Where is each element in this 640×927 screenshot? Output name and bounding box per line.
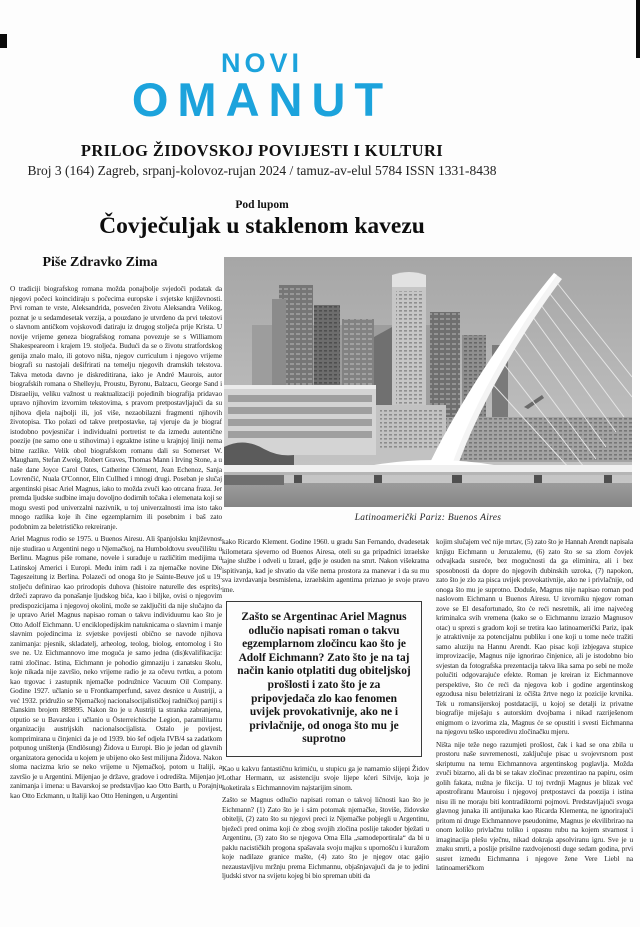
byline: Piše Zdravko Zima: [42, 255, 158, 270]
article-figure: [224, 257, 632, 523]
issue-line: Broj 3 (164) Zagreb, srpanj-kolovoz-rujan 2024 / tamuz-av-elul 5784 ISSN 1331-8438: [27, 163, 497, 178]
section-label: Pod lupom: [235, 199, 289, 211]
paragraph: Ništa nije teže nego razumjeti prošlost, čak i kad se ona zbila u prostoru naše suvremenosti, zaključuje pisac u svojevrsnom post skriptumu na temu Eichmannova argentinskog poglavlja. Možda zvuči bizarno, ali da bi se takav zločinac prezentirao na papiru, osim golih fakata, nužna je fikcija. U toj tvrdnji Magnus je blizak već apostrofiranu Mauroisu i njegovoj pretpostavci da poezija i istina nisu ili ne moraju biti kontradiktorni pojmovi. Predstavljajući svoga glavnog junaka ili antijunaka kao Ricarda Klementa, ne ignorirajući pritom ni druge Eichmannove pseudonime, Magnus je ekvilibrirao na onom koliko privlačnu toliko i opasnu rubu na kojem stvarnost i imaginacija plešu vječnu, nikad dokraja apsolviranu igru. Sve je u znaku smrti, a poslije prisilne razdvojenosti duge sedam godina, prvi susret između Eichmanna i njegove žene Vere Liebl na latinoameričkom: [436, 739, 633, 872]
pull-quote: Zašto se Argentinac Ariel Magnus odlučio napisati roman o takvu egzemplarnom zločincu kao što je Adolf Eichmann? Zato što je na taj način kanio otplatiti dug obiteljskoj prošlosti i zato što je za pripovjedača zlo kao fenomen uvijek provokativnije, ako ne i privlačnije, od onoga što mu je suprotno: [226, 601, 422, 757]
paragraph: kako Ricardo Klement. Godine 1960. u gradu San Fernando, dvadesetak kilometara sjeverno od Buenos Airesa, oteli su ga pripadnici izraelske tajne službe i odveli u Izrael, gdje je osuđen na smrt. Nakon višekratna ispitivanja, kad je shvatio da više nema prostora za manevar i da su mu sva izvrdavanja besmislena, izraelskim agentima priznao je svoje pravo ime.: [222, 537, 429, 594]
paragraph: Kao u kakvu fantastičnu krimiću, u stupicu ga je namamio slijepi Židov Lothar Hermann, uz asistenciju svoje lijepe kćeri Silvije, koja je koketirala s Eichmannovim najstarijim sinom.: [222, 763, 429, 792]
article-photo-buenos-aires: [224, 257, 632, 507]
body-column-1: [10, 284, 222, 884]
figure-caption: Latinoamerički Pariz: Buenos Aires: [354, 513, 502, 523]
paragraph: O tradiciji biografskog romana možda ponajbolje svjedoči podatak da njegovi počeci koincidiraju s počecima europske i svjetske književnosti. Prvi roman te vrste, Aleksandrida, posvećen životu Aleksandra Velikog, poznat je u sedamdesetak verzija, a pouzdano je utvrđeno da prvi tekstovi o slavnom antičkom vojskovođi datiraju iz drugog stoljeća prije Krista. U novije vrijeme geneza biografskog romana povezuje se s Williamom Shakespeareom i krajem 19. stoljeća. Budući da se o životu stratfordskog genija znalo malo, ili gotovo ništa, njegov curriculum i njegovo vrijeme biografi su nastojali dešifrirati na temelju njegovih dramskih tekstova. Takva metoda davno je diskreditirana, iako je André Maurois, autor biografskih romana o Shelleyju, Proustu, Byronu, Balzacu, George Sand i Disraeliju, veliku važnost u reaktualizaciji pojedinih biografija pridavao upravo njihovim izvornim tekstovima, s pravom pretpostavljajući da su njihova djela najbolji ili, još više, nezaobilazni fragmenti njihovih životopisa. Tko polazi od takve pretpostavke, taj vjeruje da je biograf istodobno povjesničar i individualni portretist te da između autentične poezije (ne samo one u stihovima) i egzaktne istine u krajnjoj liniji nema bitne razlike. Velik obol biografskom romanu dali su Somerset W. Maugham, Stefan Zweig, Robert Graves, Thomas Mann i Irving Stone, a u naše dane Joyce Carol Oates, Catherine Clément, Jean Echenoz, Sanja Lovrenčić, Nuala O'Connor, Elin Cullhed i mnogi drugi. Poseban je slučaj argentinski pisac Ariel Magnus, iako to možda zvuči kao otrcana fraza. Jer premda ljudske sudbine imaju dovoljno dodirnih točaka i elemenata koji se mogu svesti pod univerzalni nazivnik, u toj univerzalnosti ima isto tako mnogo razlika koje ih čine egzemplarnim ili posebnim i baš zato podobnim za beletrističko rekreiranje.: [10, 284, 222, 531]
paragraph: Zašto se Magnus odlučio napisati roman o takvoj ličnosti kao što je Eichmann? (1) Zato što je i sám potomak njemačke, štoviše, židovske obitelji, (2) zato što su njegovi preci iz Njemačke pobjegli u Argentinu, bježeći pred onima koji će zbog svojih zločina poslije također bježati u Argentinu, (3) zato što se njegova Oma Ella „samodeportirala“ da bi u paklu nacističkih progona spašavala svoju majku s upornošću i kuražom koje nadilaze granice mašte, (4) zato što je njegov otac gajio nezaustavljivu mržnju prema Eichmannu, objašnjavajući da je to jedini ljudski stvor na svijetu kojeg bi bio spreman ubiti da: [222, 795, 429, 881]
masthead-subtitle: PRILOG ŽIDOVSKOJ POVIJESTI I KULTURI: [80, 141, 444, 160]
masthead-pretitle: NOVI: [220, 48, 303, 78]
scan-artifact-right: [636, 0, 640, 58]
paragraph: Ariel Magnus rodio se 1975. u Buenos Airesu. Ali španjolsku književnost nije studirao u Argentini nego u Njemačkoj, na Humboldtovu sveučilištu u Berlinu. Magnus piše romane, novele i surađuje u različitim medijima u Latinskoj Americi i Europi. Među inim radi i za njemačke novine Die Tageszeitung iz Berlina. Polazeći od onoga što je Sainte-Beuve još u 19. stoljeću definirao kao prirodopis duhova (histoire naturelle des esprits), držeći zapravo da ponašanje ljudskog bića, kao i biljke, ovisi o njegovim predispozicijama i njegovoj okolini, može se zaključiti da nije slučajno da je upravo Ariel Magnus napisao roman o takvu individuumu kao što je Otto Adolf Eichmann. U enciklopedijskim natuknicama o slavnim i manje slavnim pojedincima iz svjetske povijesti obično se navode njihova zanimanja: pjesnik, skladatelj, arheolog, teolog, biolog, entomolog i što sve ne. Uz Eichmannovo ime moguća je samo jedna (dis)kvalifikacija: ratni zločinac. Istina, Eichmann je pohodio gimnaziju i zanatsku školu, koje nikada nije završio, neko vrijeme radio je za očevu tvrtku, a potom kao trgovac i zastupnik njemačke podružnice Vacuum Oil Company. Godine 1927. učlanio se u Frontkamperfund, savez desnice u Austriji, a već 1932. pridružio se Njemačkoj nacionalsocijalističkoj radničkoj partiji s članskim brojem 889895. Nakon što je u Austriji ta stranka zabranjena, otputio se u Bavarsku i učlanio u Österreichische Legion, paramilitarnu organizaciju austrijskih nacionalsocijalista. Ostalo je povijest, komprimirana u činjenici da je od 1939. bio šef odjela IVB/4 sa zadatkom potpunog uništenja (Endlösung) Židova u Europi. Bio je jedan od glavnih organizatora genocida u kojem je ubijeno oko šest milijuna Židova. Nakon sloma nacizma krio se neko vrijeme u Njemačkoj, potom u Italiji, a završio je u Argentini. Mijenjao je države, gradove i odredišta. Mijenjao je zanimanja i imena: u Bavarskoj se predstavljao kao Otto Barth, u Porajnju kao Otto Eckmann, u Italiji kao Otto Heningen, u Argentini: [10, 534, 222, 800]
masthead-title: OMANUT: [131, 73, 393, 126]
body-column-2: [222, 537, 429, 927]
body-column-3: [436, 537, 633, 927]
paragraph: kojim slučajem već nije mrtav, (5) zato što je Hannah Arendt napisala knjigu Eichmann u Jeruzalemu, (6) zato što se sa zlom čovjek odvajkada susreće, bez mogućnosti da ga eliminira, ali i bez sposobnosti da dopre do njegovih dubinskih uzroka, (7) napokon, zato što je zlo za pisca uvijek provokativnije, ako ne i privlačnije, od onoga što mu je suprotno. Doduše, Magnus nije napisao roman pod naslovom Eichmann u Buenos Airesu. U izvorniku njegov roman zove se El desafortunado, što će reći nesretnik, ali ime najvećeg kriminalca svih vremena (kako se o Eichmannu izrazio Magnusov otac) u sprezi s gradom koji se tretira kao latinoamerički Pariz, ipak je atraktivnije za potencijalnu publiku i one koji u tome neće tražiti samo aluziju na Hannu Arendt. Kao pisac koji izbjegava stupice improvizacije, Magnus nije ignorirao činjenice, ali je istodobno bio svjestan da fotografska prezentacija takva lika sama po sebi ne može polučiti odgovarajuće efekte. Roman je kreiran iz Eichmannove perspektive, što će reći da njegova kob i godine argentinskog egzodusa nisu beletrizirani iz očišta žrtve nego iz pozicije krvnika. Tek u romansijerskoj postdataciji, u kojoj se detalji iz privatne biografije miješaju s autorskim dvojbama i nikad razriješenom enigmom o izvorima zla, Magnus će se opustiti i svesti Eichmanna na njegovu teško usporedivu zločinačku mjeru.: [436, 537, 633, 736]
article-title: Čovječuljak u staklenom kavezu: [99, 213, 425, 239]
scan-artifact-left: [0, 34, 7, 48]
